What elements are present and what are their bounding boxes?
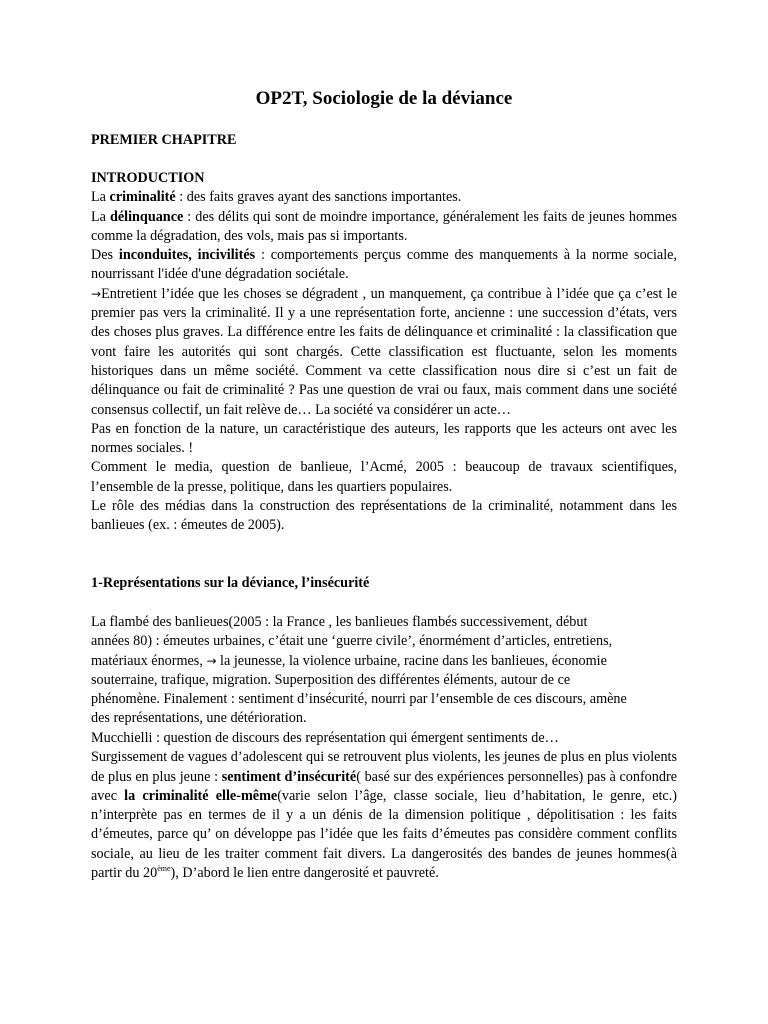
right-arrow-icon: →	[91, 286, 102, 301]
section1-body	[91, 729, 677, 883]
section1-heading-block	[91, 574, 677, 593]
chapter-heading: PREMIER CHAPITRE	[91, 132, 237, 148]
intro-paragraph-media: Comment le media, question de banlieue, l’Acmé, 2005 : beaucoup de travaux scientifiques, l’ensemble de la presse, politique, dans les quartiers populaires.	[91, 459, 677, 495]
section1-paragraph-mucchielli: Mucchielli : question de discours des représentation qui émergent sentiments de…	[91, 730, 559, 746]
intro-paragraph-criminalite: La criminalité : des faits graves ayant des sanctions importantes.	[91, 189, 462, 206]
section1-paragraph-surgissement: Surgissement de vagues d’adolescent qui se retrouvent plus violents, les jeunes de plus en plus violents de plus en plus jeune : sentiment d’insécurité( basé sur des expériences personnelles) pas à confondre avec la criminalité elle-même(varie selon l’âge, classe sociale, lieu d’habitation, le genre, etc.) n’interprète pas en termes de il y a un dénis de la dimension politique , dépolitisation : les faits d’émeutes, parce qu’ on développe pas l’idée que les faits d’émeutes pas considère comment conflits sociale, au lieu de les traiter comment fait divers. La dangerosités des bandes de jeunes hommes(à partir du 20ème), D’abord le lien entre dangerosité et pauvreté.	[91, 749, 677, 882]
right-arrow-icon: →	[206, 653, 217, 668]
document-title: OP2T, Sociologie de la déviance	[255, 88, 513, 109]
intro-paragraph-nature: Pas en fonction de la nature, un caractéristique des auteurs, les rapports que les acteurs ont avec les normes sociales. !	[91, 420, 677, 457]
intro-paragraph-delinquance: La délinquance : des délits qui sont de moindre importance, généralement les faits de jeunes hommes comme la dégradation, des vols, mais pas si importants.	[91, 208, 677, 244]
intro-paragraph-degradation: →Entretient l’idée que les choses se dégradent , un manquement, ça contribue à l’idée que ça c’est le premier pas vers la criminalité. Il y a une représentation forte, ancienne : une succession d’états, vers des choses plus graves. La différence entre les faits de délinquance et criminalité : la classification que vont faire les autorités qui sont chargés. Cette classification est fluctuante, selon les moments historiques dans un même société. Comment va cette classification nous dire si c’est un fait de délinquance ou fait de criminalité ? Pas une question de vrai ou faux, mais comment dans une société consensus collectif, un fait relève de… La société va considérer un acte…	[91, 285, 677, 418]
intro-paragraph-role-medias: Le rôle des médias dans la construction des représentations de la criminalité, notamment dans les banlieues (ex. : émeutes de 2005).	[91, 498, 677, 534]
introduction-section	[91, 169, 677, 536]
section1-heading: 1-Représentations sur la déviance, l’insécurité	[91, 575, 370, 591]
section1-paragraph-flambe: La flambé des banlieues(2005 : la France , les banlieues flambés successivement, début années 80) : émeutes urbaines, c’était une ‘guerre civile’, énormément d’articles, entretiens, matériaux énormes, → la jeunesse, la violence urbaine, racine dans les banlieues, économie souterraine, trafique, migration. Superposition des différentes éléments, autour de ce phénomène. Finalement : sentiment d’insécurité, nourri par l’ensemble de ces discours, amène des représentations, une détérioration.	[91, 614, 627, 727]
introduction-heading: INTRODUCTION	[91, 170, 205, 186]
intro-paragraph-incivilites: Des inconduites, incivilités : comportements perçus comme des manquements à la norme sociale, nourrissant l'idée d'une dégradation sociétale.	[91, 247, 677, 283]
